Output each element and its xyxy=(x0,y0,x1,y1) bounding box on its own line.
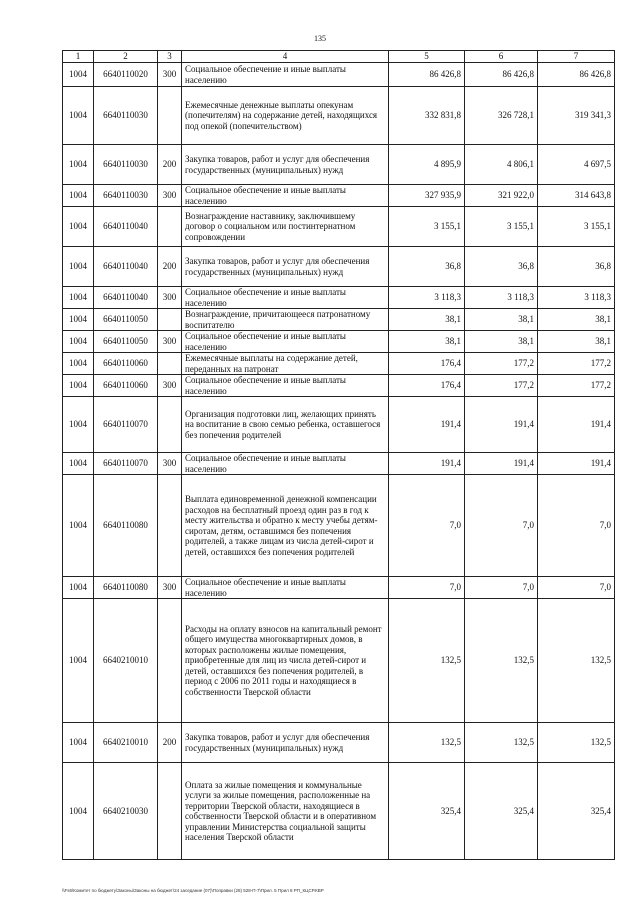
amount-year3-cell: 86 426,8 xyxy=(538,63,615,87)
amount-year3-cell: 177,2 xyxy=(538,353,615,375)
expense-type-cell: 300 xyxy=(158,185,182,207)
target-code-cell: 6640110050 xyxy=(94,331,158,353)
section-code-cell: 1004 xyxy=(63,185,94,207)
amount-year1-cell: 176,4 xyxy=(389,353,465,375)
expense-type-cell: 200 xyxy=(158,247,182,287)
item-name-cell: Вознаграждение наставнику, заключившему договор о социальном или постинтернатном сопровождении xyxy=(182,207,389,247)
amount-year3-cell: 3 118,3 xyxy=(538,287,615,309)
amount-year1-cell: 7,0 xyxy=(389,577,465,599)
item-name-cell: Социальное обеспечение и иные выплаты населению xyxy=(182,331,389,353)
table-row xyxy=(63,331,615,353)
expense-type-cell xyxy=(158,353,182,375)
table-row xyxy=(63,145,615,185)
amount-year1-cell: 38,1 xyxy=(389,309,465,331)
expense-type-cell xyxy=(158,475,182,577)
amount-year1-cell: 3 155,1 xyxy=(389,207,465,247)
target-code-cell: 6640110060 xyxy=(94,353,158,375)
section-code-cell: 1004 xyxy=(63,207,94,247)
target-code-cell: 6640110040 xyxy=(94,247,158,287)
amount-year1-cell: 191,4 xyxy=(389,397,465,453)
amount-year1-cell: 7,0 xyxy=(389,475,465,577)
amount-year1-cell: 132,5 xyxy=(389,599,465,723)
section-code-cell: 1004 xyxy=(63,63,94,87)
item-name-cell: Закупка товаров, работ и услуг для обеспечения государственных (муниципальных) нужд xyxy=(182,145,389,185)
target-code-cell: 6640110040 xyxy=(94,207,158,247)
section-code-cell: 1004 xyxy=(63,247,94,287)
amount-year2-cell: 321 922,0 xyxy=(465,185,538,207)
column-header: 5 xyxy=(389,51,465,63)
expense-type-cell xyxy=(158,763,182,860)
section-code-cell: 1004 xyxy=(63,763,94,860)
target-code-cell: 6640110030 xyxy=(94,145,158,185)
section-code-cell: 1004 xyxy=(63,309,94,331)
amount-year3-cell: 7,0 xyxy=(538,475,615,577)
table-row xyxy=(63,207,615,247)
item-name-cell: Социальное обеспечение и иные выплаты населению xyxy=(182,63,389,87)
amount-year3-cell: 7,0 xyxy=(538,577,615,599)
amount-year3-cell: 36,8 xyxy=(538,247,615,287)
target-code-cell: 6640110040 xyxy=(94,287,158,309)
table-row xyxy=(63,475,615,577)
column-header: 7 xyxy=(538,51,615,63)
page-number: 135 xyxy=(314,34,326,43)
expense-type-cell xyxy=(158,207,182,247)
amount-year1-cell: 332 831,8 xyxy=(389,87,465,145)
amount-year1-cell: 191,4 xyxy=(389,453,465,475)
target-code-cell: 6640110080 xyxy=(94,475,158,577)
section-code-cell: 1004 xyxy=(63,87,94,145)
section-code-cell: 1004 xyxy=(63,145,94,185)
amount-year2-cell: 3 155,1 xyxy=(465,207,538,247)
table-row xyxy=(63,185,615,207)
column-header: 1 xyxy=(63,51,94,63)
expense-type-cell: 300 xyxy=(158,375,182,397)
target-code-cell: 6640110050 xyxy=(94,309,158,331)
amount-year3-cell: 132,5 xyxy=(538,723,615,763)
budget-table xyxy=(62,50,615,860)
amount-year1-cell: 325,4 xyxy=(389,763,465,860)
amount-year2-cell: 326 728,1 xyxy=(465,87,538,145)
table-row xyxy=(63,453,615,475)
amount-year1-cell: 86 426,8 xyxy=(389,63,465,87)
amount-year1-cell: 3 118,3 xyxy=(389,287,465,309)
expense-type-cell xyxy=(158,87,182,145)
item-name-cell: Вознаграждение, причитающееся патронатному воспитателю xyxy=(182,309,389,331)
table-row xyxy=(63,287,615,309)
item-name-cell: Социальное обеспечение и иные выплаты населению xyxy=(182,577,389,599)
section-code-cell: 1004 xyxy=(63,397,94,453)
table-row xyxy=(63,247,615,287)
expense-type-cell: 200 xyxy=(158,145,182,185)
section-code-cell: 1004 xyxy=(63,353,94,375)
amount-year1-cell: 38,1 xyxy=(389,331,465,353)
amount-year3-cell: 38,1 xyxy=(538,309,615,331)
section-code-cell: 1004 xyxy=(63,723,94,763)
amount-year2-cell: 325,4 xyxy=(465,763,538,860)
expense-type-cell: 300 xyxy=(158,287,182,309)
expense-type-cell: 300 xyxy=(158,577,182,599)
item-name-cell: Организация подготовки лиц, желающих принять на воспитание в свою семью ребенка, оставшегося без попечения родителей xyxy=(182,397,389,453)
amount-year1-cell: 36,8 xyxy=(389,247,465,287)
target-code-cell: 6640110030 xyxy=(94,185,158,207)
table-row xyxy=(63,309,615,331)
amount-year2-cell: 177,2 xyxy=(465,375,538,397)
expense-type-cell: 300 xyxy=(158,453,182,475)
amount-year3-cell: 319 341,3 xyxy=(538,87,615,145)
target-code-cell: 6640110020 xyxy=(94,63,158,87)
section-code-cell: 1004 xyxy=(63,599,94,723)
expense-type-cell xyxy=(158,599,182,723)
column-header: 3 xyxy=(158,51,182,63)
amount-year2-cell: 38,1 xyxy=(465,331,538,353)
amount-year1-cell: 327 935,9 xyxy=(389,185,465,207)
target-code-cell: 6640110060 xyxy=(94,375,158,397)
item-name-cell: Выплата единовременной денежной компенсации расходов на бесплатный проезд один раз в год к месту жительства и обратно к месту учебы детям-сиротам, детям, оставшимся без попечения родителей, а также лицам из числа детей-сирот и детей, оставшихся без попечения родителей xyxy=(182,475,389,577)
amount-year3-cell: 177,2 xyxy=(538,375,615,397)
target-code-cell: 6640210010 xyxy=(94,723,158,763)
amount-year2-cell: 38,1 xyxy=(465,309,538,331)
item-name-cell: Социальное обеспечение и иные выплаты населению xyxy=(182,453,389,475)
amount-year3-cell: 191,4 xyxy=(538,453,615,475)
amount-year2-cell: 86 426,8 xyxy=(465,63,538,87)
section-code-cell: 1004 xyxy=(63,475,94,577)
expense-type-cell: 300 xyxy=(158,63,182,87)
amount-year2-cell: 7,0 xyxy=(465,475,538,577)
column-header: 4 xyxy=(182,51,389,63)
target-code-cell: 6640110070 xyxy=(94,453,158,475)
table-row xyxy=(63,763,615,860)
target-code-cell: 6640210010 xyxy=(94,599,158,723)
amount-year3-cell: 314 643,8 xyxy=(538,185,615,207)
column-header: 6 xyxy=(465,51,538,63)
amount-year2-cell: 191,4 xyxy=(465,453,538,475)
amount-year2-cell: 4 806,1 xyxy=(465,145,538,185)
target-code-cell: 6640210030 xyxy=(94,763,158,860)
expense-type-cell: 300 xyxy=(158,331,182,353)
table-row xyxy=(63,63,615,87)
table-row xyxy=(63,599,615,723)
expense-type-cell xyxy=(158,397,182,453)
item-name-cell: Расходы на оплату взносов на капитальный ремонт общего имущества многоквартирных домов, в которых расположены жилые помещения, приобретенные для лиц из числа детей-сирот и детей, оставшихся без попечения родителей, в период с 2006 по 2011 годы и находящиеся в собственности Тверской области xyxy=(182,599,389,723)
amount-year2-cell: 36,8 xyxy=(465,247,538,287)
table-body xyxy=(63,63,615,860)
amount-year2-cell: 3 118,3 xyxy=(465,287,538,309)
expense-type-cell xyxy=(158,309,182,331)
amount-year1-cell: 4 895,9 xyxy=(389,145,465,185)
column-header: 2 xyxy=(94,51,158,63)
target-code-cell: 6640110080 xyxy=(94,577,158,599)
amount-year2-cell: 7,0 xyxy=(465,577,538,599)
footer-path: \\Fs6\Комитет по бюджету\Законы\Законы на бюджет\24 заседание (07)\Поправки (28) 528-П-7\Прил. 5 Прил 8 РП_КЦСР.КВР xyxy=(62,888,324,893)
table-header-row xyxy=(63,51,615,63)
item-name-cell: Закупка товаров, работ и услуг для обеспечения государственных (муниципальных) нужд xyxy=(182,723,389,763)
item-name-cell: Закупка товаров, работ и услуг для обеспечения государственных (муниципальных) нужд xyxy=(182,247,389,287)
table-row xyxy=(63,375,615,397)
amount-year2-cell: 191,4 xyxy=(465,397,538,453)
amount-year3-cell: 325,4 xyxy=(538,763,615,860)
amount-year3-cell: 191,4 xyxy=(538,397,615,453)
item-name-cell: Оплата за жилые помещения и коммунальные услуги за жилые помещения, расположенные на территории Тверской области, находящиеся в собственности Тверской области и в оперативном управлении Министерства социальной защиты населения Тверской области xyxy=(182,763,389,860)
amount-year2-cell: 132,5 xyxy=(465,723,538,763)
amount-year3-cell: 38,1 xyxy=(538,331,615,353)
target-code-cell: 6640110030 xyxy=(94,87,158,145)
table-row xyxy=(63,353,615,375)
item-name-cell: Ежемесячные денежные выплаты опекунам (попечителям) на содержание детей, находящихся под опекой (попечительством) xyxy=(182,87,389,145)
item-name-cell: Социальное обеспечение и иные выплаты населению xyxy=(182,287,389,309)
table-row xyxy=(63,577,615,599)
section-code-cell: 1004 xyxy=(63,375,94,397)
item-name-cell: Социальное обеспечение и иные выплаты населению xyxy=(182,375,389,397)
amount-year2-cell: 132,5 xyxy=(465,599,538,723)
amount-year2-cell: 177,2 xyxy=(465,353,538,375)
section-code-cell: 1004 xyxy=(63,453,94,475)
table-row xyxy=(63,723,615,763)
item-name-cell: Ежемесячные выплаты на содержание детей, переданных на патронат xyxy=(182,353,389,375)
table-row xyxy=(63,397,615,453)
amount-year3-cell: 4 697,5 xyxy=(538,145,615,185)
amount-year1-cell: 176,4 xyxy=(389,375,465,397)
item-name-cell: Социальное обеспечение и иные выплаты населению xyxy=(182,185,389,207)
table-row xyxy=(63,87,615,145)
section-code-cell: 1004 xyxy=(63,577,94,599)
amount-year3-cell: 3 155,1 xyxy=(538,207,615,247)
section-code-cell: 1004 xyxy=(63,287,94,309)
target-code-cell: 6640110070 xyxy=(94,397,158,453)
expense-type-cell: 200 xyxy=(158,723,182,763)
amount-year3-cell: 132,5 xyxy=(538,599,615,723)
amount-year1-cell: 132,5 xyxy=(389,723,465,763)
section-code-cell: 1004 xyxy=(63,331,94,353)
